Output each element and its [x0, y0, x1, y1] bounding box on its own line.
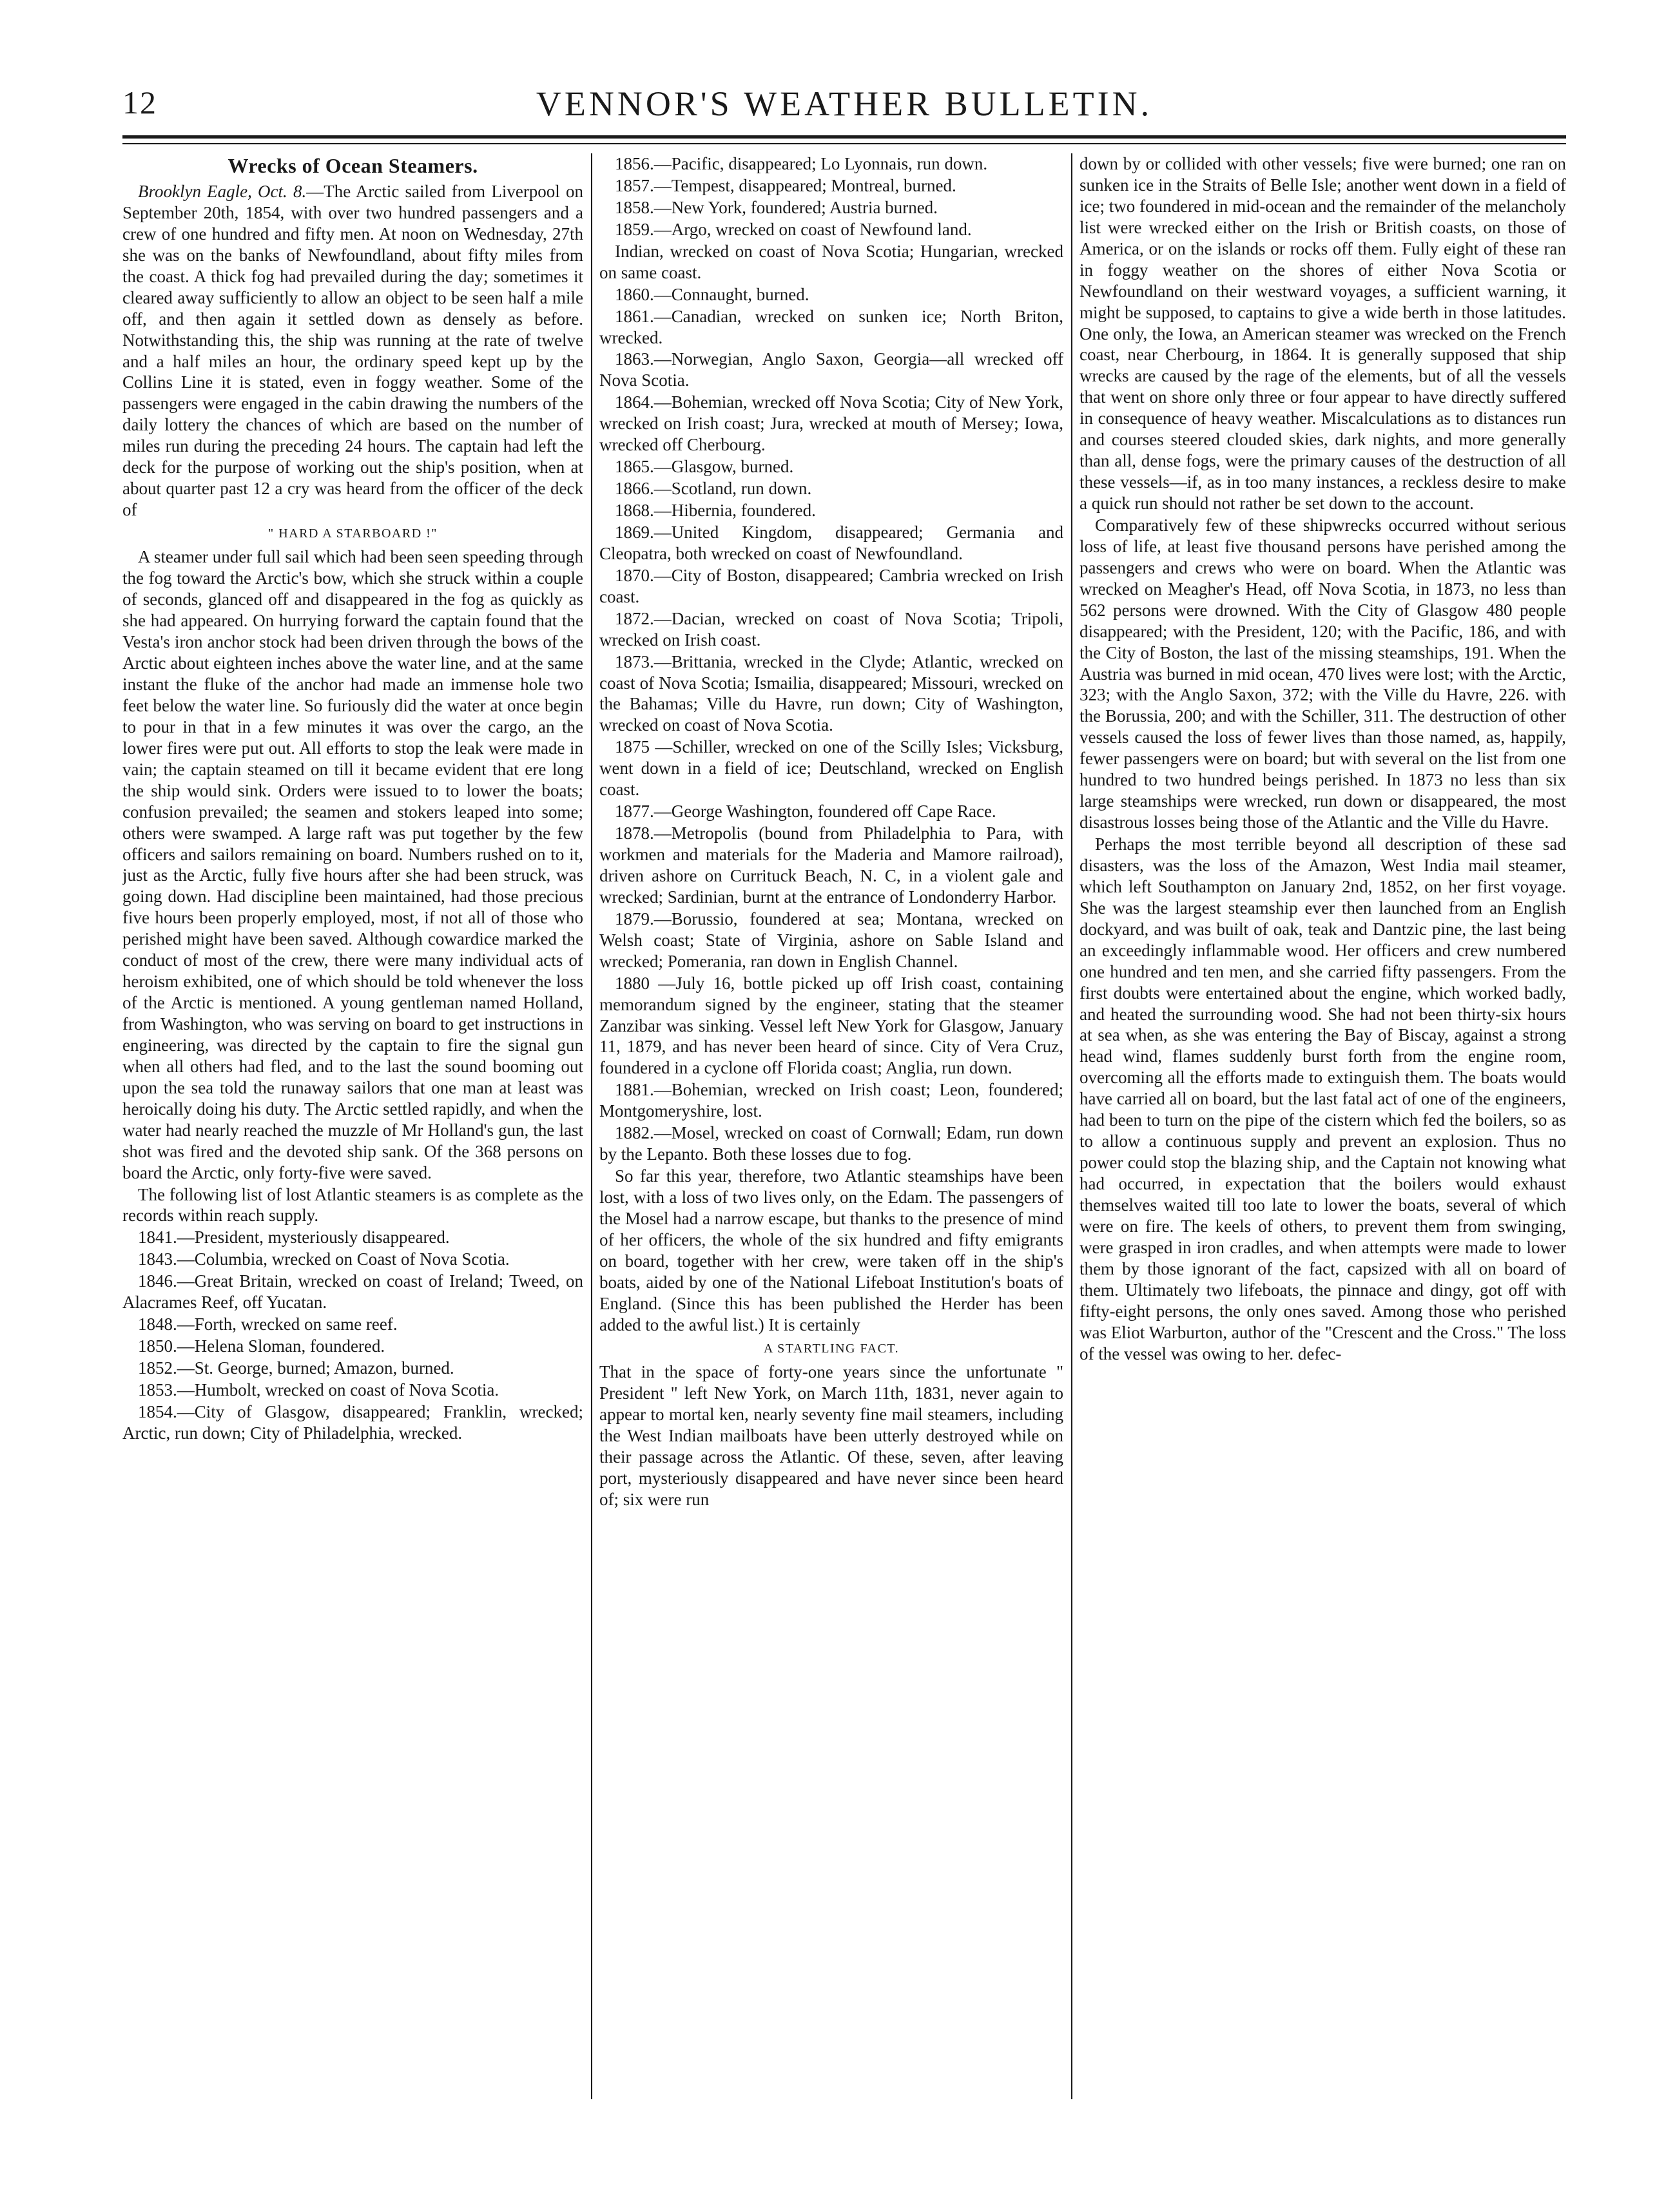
wreck-list-entry: 1860.—Connaught, burned. [615, 284, 809, 304]
column-3 [1080, 153, 1566, 2099]
running-title: VENNOR'S WEATHER BULLETIN. [536, 84, 1153, 123]
column-1 [122, 153, 583, 2099]
section-subhead: " HARD A STARBOARD !" [268, 526, 438, 541]
wreck-list-entry: 1857.—Tempest, disappeared; Montreal, burned. [615, 175, 956, 195]
wreck-list-entry: 1863.—Norwegian, Anglo Saxon, Georgia—all wrecked off Nova Scotia. [599, 349, 1063, 390]
wreck-list-entry: 1854.—City of Glasgow, disappeared; Franklin, wrecked; Arctic, run down; City of Philadelphia, wrecked. [122, 1401, 583, 1443]
wreck-list-entry: 1875 —Schiller, wrecked on one of the Scilly Isles; Vicksburg, went down in a field of ice; Deutschland, wrecked on English coast. [599, 737, 1063, 800]
paragraph: That in the space of forty-one years since the unfortunate " President " left New York, on March 11th, 1831, never again to appear to mortal ken, nearly seventy fine mail steamers, including the West Indian mailboats have been utterly destroyed while on their passage across the Atlantic. Of these, seven, after leaving port, mysteriously disappeared and have never since been heard of; six were run [599, 1361, 1063, 1509]
wreck-list-entry: 1850.—Helena Sloman, foundered. [138, 1336, 385, 1356]
wreck-list-entry: 1843.—Columbia, wrecked on Coast of Nova Scotia. [138, 1249, 510, 1269]
wreck-list-entry: 1880 —July 16, bottle picked up off Irish coast, containing memorandum signed by the engineer, stating that the steamer Zanzibar was sinking. Vessel left New York for Glasgow, January 11, 1879, and has never been heard of since. City of Vera Cruz, foundered in a cyclone off Florida coast; Anglia, run down. [599, 973, 1063, 1078]
wreck-list-entry: 1872.—Dacian, wrecked on coast of Nova Scotia; Tripoli, wrecked on Irish coast. [599, 608, 1063, 649]
wreck-list-entry: 1879.—Borussio, foundered at sea; Montana, wrecked on Welsh coast; State of Virginia, ashore on Sable Island and wrecked; Pomerania, ran down in English Channel. [599, 909, 1063, 971]
paragraph: Comparatively few of these shipwrecks occurred without serious loss of life, at least five thousand persons have perished among the passengers and crews who were on board. When the Atlantic was wrecked on Meagher's Head, off Nova Scotia, in 1873, no less than 562 persons were drowned. With the City of Glasgow 480 people disappeared; with the President, 120; with the Pacific, 186, and with the City of Boston, the last of the missing steamships, 191. When the Austria was burned in mid ocean, 470 lives were lost; with the Arctic, 323; with the Anglo Saxon, 372; with the Ville du Havre, 226. with the Borussia, 200; and with the Schiller, 311. The destruction of other vessels caused the loss of fewer lives than those named, as, happily, fewer passengers were on board; but with several on the list from one hundred to two hundred beings perished. In 1873 no less than six large steamships were wrecked, run down or disappeared, the most disastrous losses being those of the Atlantic and the Ville du Havre. [1080, 515, 1566, 832]
wreck-list-entry: 1864.—Bohemian, wrecked off Nova Scotia; City of New York, wrecked on Irish coast; Jura, wrecked at mouth of Mersey; Iowa, wrecked off Cherbourg. [599, 392, 1063, 455]
article-title: Wrecks of Ocean Steamers. [228, 154, 478, 177]
paragraph: The following list of lost Atlantic steamers is as complete as the records within reach supply. [122, 1184, 583, 1226]
wreck-list-entry: Indian, wrecked on coast of Nova Scotia; Hungarian, wrecked on same coast. [599, 241, 1063, 282]
section-subhead: A STARTLING FACT. [763, 1341, 900, 1356]
wreck-list-entry: 1856.—Pacific, disappeared; Lo Lyonnais, run down. [615, 154, 988, 173]
page-number: 12 [122, 84, 157, 120]
paragraph: A steamer under full sail which had been seen speeding through the fog toward the Arctic's bow, which she struck within a couple of seconds, glanced off and disappeared in the fog as quickly as she had appeared. On hurrying forward the captain found that the Vesta's iron anchor stock had been driven through the bows of the Arctic about eighteen inches above the water line, and at the same instant the fluke of the anchor had made an immense hole two feet below the water line. So furiously did the water at once begin to pour in that in a few minutes it was over the cargo, an the lower fires were put out. All efforts to stop the leak were made in vain; the captain steamed on till it became evident that ere long the ship would sink. Orders were issued to to lower the boats; confusion prevailed; the seamen and stokers leaped into some; others were swamped. A large raft was put together by the few officers and sailors remaining on board. Numbers rushed on to it, just as the Arctic, fully five hours after she had been struck, was going down. Had discipline been maintained, had those precious five hours been properly employed, most, if not all of those who perished might have been saved. Although cowardice marked the conduct of most of the crew, there were many individual acts of heroism exhibited, one of which should be told whenever the loss of the Arctic is mentioned. A young gentleman named Holland, from Washington, who was serving on board to get instructions in engineering, was directed by the captain to fire the signal gun when all others had fled, and to the last the sound booming out upon the sea told the runaway sailors that one man at least was heroically doing his duty. The Arctic settled rapidly, and when the water had nearly reached the muzzle of Mr Holland's gun, the last shot was fired and the devoted ship sank. Of the 368 persons on board the Arctic, only forty-five were saved. [122, 547, 583, 1182]
wreck-list-entry: 1873.—Brittania, wrecked in the Clyde; Atlantic, wrecked on coast of Nova Scotia; Ismailia, disappeared; Missouri, wrecked on the Bahamas; Ville du Havre, run down; City of Washington, wrecked on coast of Nova Scotia. [599, 651, 1063, 735]
header-rule-thick [122, 135, 1566, 139]
wreck-list-entry: 1853.—Humbolt, wrecked on coast of Nova Scotia. [138, 1380, 499, 1399]
paragraph: So far this year, therefore, two Atlantic steamships have been lost, with a loss of two lives only, on the Edam. The passengers of the Mosel had a narrow escape, but thanks to the presence of mind of her officers, the whole of the six hundred and fifty emigrants on board, together with her crew, were taken off in the ship's boats, aided by one of the National Lifeboat Institution's boats of England. (Since this has been published the Herder has been added to the awful list.) It is certainly [599, 1166, 1063, 1334]
paragraph-text: —The Arctic sailed from Liverpool on September 20th, 1854, with over two hundred passengers and a crew of one hundred and fifty men. At noon on Wednesday, 27th she was on the banks of Newfoundland, about fifty miles from the coast. A thick fog had prevailed during the day; sometimes it cleared away sufficiently to allow an object to be seen half a mile off, and then again it settled down as densely as before. Notwithstanding this, the ship was running at the rate of twelve and a half miles an hour, the ordinary speed kept up by the Collins Line it is stated, even in foggy weather. Some of the passengers were engaged in the cabin drawing the numbers of the daily lottery the chances of which are based on the number of miles run during the preceding 24 hours. The captain had left the deck for the purpose of working out the ship's position, when at about quarter past 12 a cry was heard from the officer of the deck of [122, 182, 583, 520]
paragraph [122, 181, 583, 521]
wreck-list-entry: 1869.—United Kingdom, disappeared; Germania and Cleopatra, both wrecked on coast of Newfoundland. [599, 522, 1063, 563]
header-rule-thin [122, 143, 1566, 144]
wreck-list-entry: 1878.—Metropolis (bound from Philadelphia to Para, with workmen and materials for the Maderia and Mamore railroad), driven ashore on Currituck Beach, N. C, in a violent gale and wrecked; Sardinian, burnt at the entrance of Londonderry Harbor. [599, 823, 1063, 907]
paragraph: down by or collided with other vessels; five were burned; one ran on sunken ice in the Straits of Belle Isle; another went down in a field of ice; two foundered in mid-ocean and the remainder of the melancholy list were wrecked either on the Irish or British coasts, on those of America, or on the islands or rocks off them. Fully eight of these ran in foggy weather on the shores of either Nova Scotia or Newfoundland on their westward voyages, a sufficient warning, it might be supposed, to captains to give a wide berth in those latitudes. One only, the Iowa, an American steamer was wrecked on the French coast, near Cherbourg, in 1864. It is generally supposed that ship wrecks are caused by the rage of the elements, but of all the vessels that went on shore only three or four appear to have directly suffered in consequence of heavy weather. Miscalculations as to distances run and courses steered clouded skies, dark nights, and more generally than all, dense fogs, were the primary causes of the destruction of all these vessels—if, as in too many instances, a reckless desire to make a quick run should not rather be set down to the account. [1080, 154, 1566, 513]
wreck-list-entry: 1846.—Great Britain, wrecked on coast of Ireland; Tweed, on Alacrames Reef, off Yucatan. [122, 1271, 583, 1313]
wreck-list-entry: 1861.—Canadian, wrecked on sunken ice; North Briton, wrecked. [599, 306, 1063, 347]
wreck-list-entry: 1852.—St. George, burned; Amazon, burned. [138, 1358, 454, 1378]
wreck-list-entry: 1882.—Mosel, wrecked on coast of Cornwall; Edam, run down by the Lepanto. Both these losses due to fog. [599, 1123, 1063, 1164]
page-header [122, 84, 1566, 129]
wreck-list-entry: 1881.—Bohemian, wrecked on Irish coast; Leon, foundered; Montgomeryshire, lost. [599, 1080, 1063, 1121]
wreck-list-entry: 1848.—Forth, wrecked on same reef. [138, 1314, 398, 1334]
column-divider [591, 153, 592, 2099]
wreck-list-entry: 1870.—City of Boston, disappeared; Cambria wrecked on Irish coast. [599, 565, 1063, 606]
wreck-list-entry: 1841.—President, mysteriously disappeared. [138, 1227, 450, 1247]
wreck-list-entry: 1866.—Scotland, run down. [615, 479, 812, 499]
wreck-list-entry: 1868.—Hibernia, foundered. [615, 501, 816, 520]
dateline: Brooklyn Eagle, Oct. 8. [138, 182, 307, 202]
wreck-list-entry: 1865.—Glasgow, burned. [615, 457, 794, 477]
column-divider [1071, 153, 1072, 2099]
wreck-list-entry: 1858.—New York, foundered; Austria burned. [615, 197, 938, 217]
paragraph: Perhaps the most terrible beyond all description of these sad disasters, was the loss of the Amazon, West India mail steamer, which left Southampton on January 2nd, 1852, on her first voyage. She was the largest steamship ever then launched from an English dockyard, and was built of oak, teak and Dantzic pine, the last being an exceedingly inflammable wood. Her officers and crew numbered one hundred and ten men, and she carried fifty passengers. From the first doubts were entertained about the engine, which worked badly, and heated the surrounding wood. She had not been thirty-six hours at sea when, as she was entering the Bay of Biscay, against a strong head wind, flames suddenly burst forth from the engine room, overcoming all the efforts made to extinguish them. The boats would have carried all on board, but the last fatal act of one of the engineers, had been to turn on the pipe of the cistern which fed the boilers, so as to allow a continuous supply and prevent an explosion. Thus no power could stop the blazing ship, and the Captain not knowing what had occurred, in expectation that the boilers would exhaust themselves waited till too late to lower the boats, several of which were on fire. The keels of others, to prevent them from swinging, were grasped in iron cradles, and when attempts were made to lower them by those ignorant of the fact, capsized with all on board of them. Ultimately two lifeboats, the pinnace and dingy, got off with fifty-eight persons, the only ones saved. Among those who perished was Eliot Warburton, author of the "Crescent and the Cross." The loss of the vessel was owing to her. defec- [1080, 834, 1566, 1363]
wreck-list-entry: 1877.—George Washington, foundered off Cape Race. [615, 802, 996, 822]
wreck-list-entry: 1859.—Argo, wrecked on coast of Newfound land. [615, 219, 972, 239]
column-2 [599, 153, 1063, 2099]
